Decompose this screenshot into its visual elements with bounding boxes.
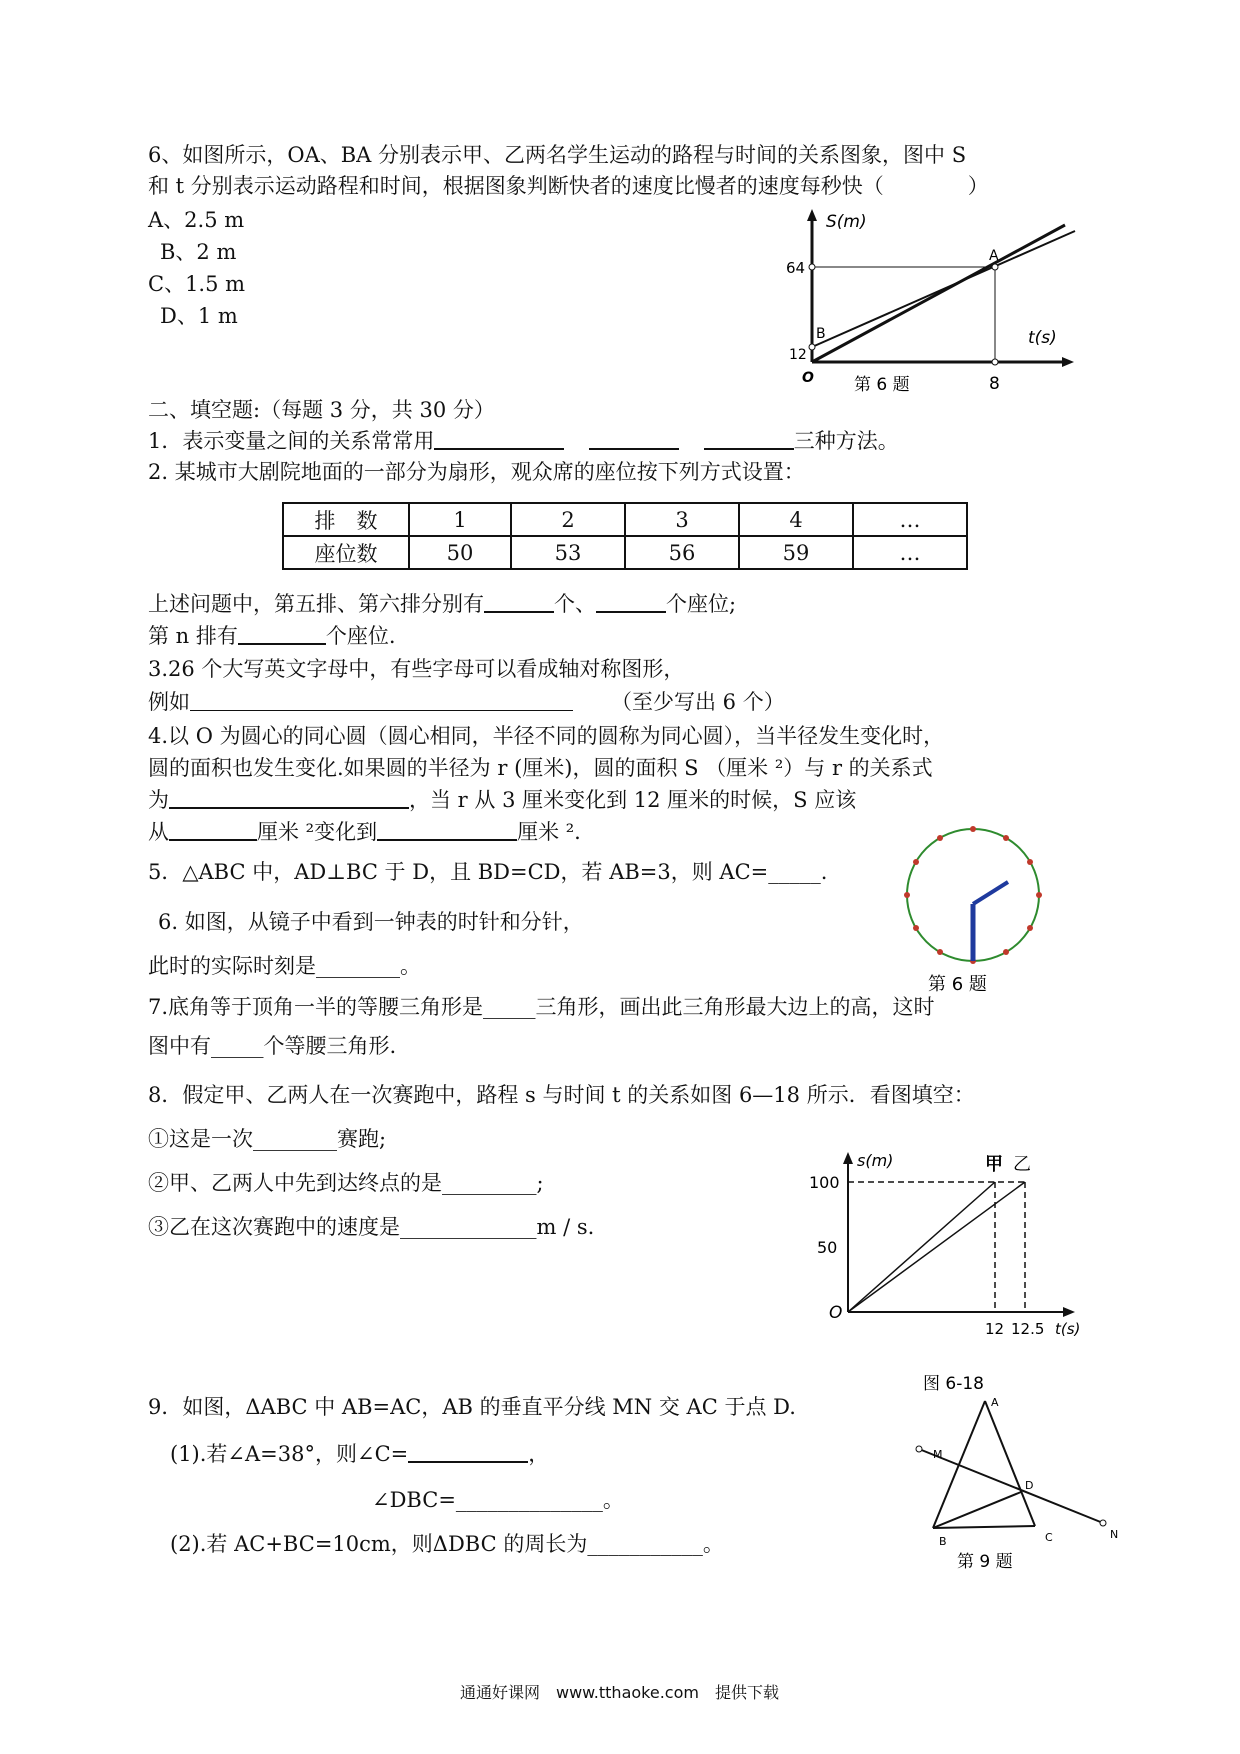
- s2-q9-sub1: [170, 1440, 549, 1468]
- point-m-marker: [916, 1446, 922, 1452]
- clock-hour-hand: [973, 882, 1008, 904]
- triangle-label-m: M: [933, 1448, 943, 1461]
- s2-q2-l2-b: 个座位.: [325, 624, 396, 648]
- s2-q4-line1: 4.以 O 为圆心的同心圆（圆心相同，半径不同的圆称为同心圆），当半径发生变化时，: [148, 724, 945, 748]
- race-label-yi: 乙: [1013, 1154, 1031, 1175]
- triangle-label-b: B: [939, 1535, 947, 1548]
- s2-q2-l1-b: 个、: [554, 592, 596, 616]
- race-chart: [785, 1140, 1095, 1358]
- s2-q4-line4: [148, 818, 581, 846]
- s2-q2-line1: [148, 590, 736, 618]
- origin-label: O: [802, 370, 814, 386]
- s2-q4-l4-c: 厘米 ².: [517, 820, 581, 844]
- s2-q9-line1: 9．如图，ΔABC 中 AB=AC，AB 的垂直平分线 MN 交 AC 于点 D.: [148, 1395, 796, 1419]
- race-x-label: t(s): [1055, 1320, 1081, 1338]
- clock-caption: 第 6 题: [928, 974, 987, 995]
- triangle-caption: 第 9 题: [957, 1552, 1013, 1572]
- q6-option-d: D、1 m: [160, 304, 238, 328]
- race-y-axis-arrow: [843, 1152, 853, 1164]
- x-axis-label: t(s): [1028, 328, 1057, 348]
- triangle-label-c: C: [1045, 1531, 1053, 1544]
- s2-q7-line2: 图中有_____个等腰三角形.: [148, 1034, 397, 1058]
- s2-q2-l1-c: 个座位;: [666, 592, 737, 616]
- triangle-label-a: A: [991, 1396, 999, 1409]
- s2-q1-blank-2[interactable]: [589, 428, 679, 450]
- page-footer: 通通好课网 www.tthaoke.com 提供下载: [460, 1683, 779, 1702]
- race-series-yi: [848, 1182, 1025, 1312]
- s2-q4-l3-b: ，当 r 从 3 厘米变化到 12 厘米的时候，S 应该: [409, 788, 857, 812]
- s2-q8-item3: ③乙在这次赛跑中的速度是_____________m / s.: [148, 1215, 595, 1239]
- table-cell: 50: [409, 536, 511, 569]
- table-cell: …: [853, 536, 967, 569]
- s2-q4-blank-from[interactable]: [169, 819, 257, 841]
- triangle-label-n: N: [1110, 1528, 1119, 1541]
- table-cell: 56: [625, 536, 739, 569]
- q6-option-a: A、2.5 m: [148, 208, 245, 232]
- s2-q4-line3: [148, 786, 856, 814]
- s2-q1-blank-3[interactable]: [704, 428, 794, 450]
- race-tick-12-5: 12.5: [1011, 1320, 1045, 1338]
- side-bc: [933, 1526, 1035, 1528]
- side-ac: [985, 1401, 1035, 1526]
- race-tick-100: 100: [809, 1173, 840, 1192]
- table-cell: 59: [739, 536, 853, 569]
- tick-8-marker: [992, 359, 998, 365]
- s2-q9-sub1-b: ，: [528, 1442, 550, 1466]
- s2-q9-sub1-line2: ∠DBC=______________。: [372, 1488, 624, 1512]
- table-cell: 3: [625, 503, 739, 536]
- table-cell: 4: [739, 503, 853, 536]
- race-series-jia: [848, 1182, 995, 1312]
- race-origin: O: [829, 1303, 843, 1323]
- q6-distance-time-figure: [780, 205, 1100, 410]
- x-axis-arrow: [1062, 357, 1074, 367]
- s2-q5: 5．△ABC 中，AD⊥BC 于 D，且 BD=CD，若 AB=3，则 AC=_____.: [148, 860, 828, 884]
- table-cell: 2: [511, 503, 625, 536]
- triangle-figure: [905, 1368, 1135, 1578]
- s2-q9-blank-angle-c[interactable]: [408, 1441, 528, 1463]
- tick-8: 8: [989, 374, 1000, 394]
- s2-q3-l2-a: 例如: [148, 690, 190, 714]
- s2-q2-blank-row6[interactable]: [596, 591, 666, 613]
- s2-q2-line2: [148, 622, 396, 650]
- y-axis-label: S(m): [826, 212, 867, 232]
- tick-64: 64: [786, 259, 806, 277]
- s2-q8-item2: ②甲、乙两人中先到达终点的是_________;: [148, 1171, 544, 1195]
- s2-q4-l4-b: 厘米 ²变化到: [257, 820, 378, 844]
- s2-q2-l1-a: 上述问题中，第五排、第六排分别有: [148, 592, 484, 616]
- s2-q7-line1: 7.底角等于顶角一半的等腰三角形是_____三角形，画出此三角形最大边上的高，这时: [148, 995, 935, 1019]
- s2-q4-l3-a: 为: [148, 788, 169, 812]
- race-label-jia: 甲: [985, 1154, 1003, 1175]
- s2-q4-l4-a: 从: [148, 820, 169, 844]
- s2-q4-line2: 圆的面积也发生变化.如果圆的半径为 r (厘米)，圆的面积 S （厘米 ²）与 r 的关系式: [148, 756, 933, 780]
- s2-q2-l2-a: 第 n 排有: [148, 624, 238, 648]
- s2-q4-blank-formula[interactable]: [169, 787, 409, 809]
- s2-q1-suffix: 三种方法。: [793, 429, 899, 453]
- point-b-marker: [809, 344, 815, 350]
- table-cell: 53: [511, 536, 625, 569]
- s2-q3-l2-b: （至少写出 6 个）: [611, 690, 785, 714]
- q6-figure-caption: 第 6 题: [854, 375, 910, 395]
- q6-option-b: B、2 m: [160, 240, 237, 264]
- q6-option-c: C、1.5 m: [148, 272, 246, 296]
- tick-12: 12: [789, 347, 807, 363]
- seat-table: [282, 502, 968, 570]
- point-b-label: B: [816, 326, 826, 342]
- s2-q2-blank-row-n[interactable]: [238, 623, 326, 645]
- q6-line1: 6、如图所示，OA、BA 分别表示甲、乙两名学生运动的路程与时间的关系图象，图中 S: [148, 143, 967, 167]
- race-y-label: s(m): [857, 1151, 894, 1170]
- s2-q9-sub2: (2).若 AC+BC=10cm，则ΔDBC 的周长为___________。: [170, 1532, 724, 1556]
- q6-line2: 和 t 分别表示运动路程和时间，根据图象判断快者的速度比慢者的速度每秒快（ ）: [148, 174, 989, 198]
- s2-q1-prefix: 1．表示变量之间的关系常常用: [148, 429, 435, 453]
- point-n-marker: [1100, 1520, 1106, 1526]
- y-axis-arrow: [807, 209, 817, 221]
- bisector-mn: [919, 1449, 1103, 1523]
- triangle-label-d: D: [1025, 1479, 1034, 1492]
- s2-q6-line1: 6. 如图，从镜子中看到一钟表的时针和分针，: [158, 910, 584, 934]
- s2-q1: [148, 427, 899, 455]
- s2-q1-blank-1[interactable]: [434, 428, 564, 450]
- point-a-label: A: [989, 248, 999, 264]
- s2-q6-line2: 此时的实际时刻是________。: [148, 954, 421, 978]
- table-cell: 排 数: [283, 503, 409, 536]
- table-cell: 1: [409, 503, 511, 536]
- s2-q3-line2: [148, 688, 785, 716]
- table-row: [283, 536, 967, 569]
- s2-q3-blank[interactable]: [190, 690, 573, 711]
- table-row: [283, 503, 967, 536]
- s2-q8-item1: ①这是一次________赛跑;: [148, 1127, 387, 1151]
- race-tick-12: 12: [985, 1320, 1005, 1338]
- point-a-marker: [992, 264, 998, 270]
- s2-q8-line1: 8．假定甲、乙两人在一次赛跑中，路程 s 与时间 t 的关系如图 6—18 所示．看图填空：: [148, 1083, 975, 1107]
- s2-q9-sub1-a: (1).若∠A=38°，则∠C=: [170, 1442, 409, 1466]
- figure-6-18-caption: 图 6-18: [923, 1374, 984, 1394]
- race-tick-50: 50: [817, 1238, 838, 1257]
- s2-q2-text: 2. 某城市大剧院地面的一部分为扇形，观众席的座位按下列方式设置：: [148, 460, 805, 484]
- table-cell: 座位数: [283, 536, 409, 569]
- race-x-axis-arrow: [1063, 1307, 1075, 1317]
- clock-figure: [900, 820, 1060, 1005]
- s2-q3-line1: 3.26 个大写英文字母中，有些字母可以看成轴对称图形，: [148, 657, 685, 681]
- section2-heading: 二、填空题:（每题 3 分，共 30 分）: [148, 398, 495, 422]
- tick-64-marker: [809, 264, 815, 270]
- s2-q2-blank-row5[interactable]: [484, 591, 554, 613]
- table-cell: …: [853, 503, 967, 536]
- s2-q4-blank-to[interactable]: [377, 819, 517, 841]
